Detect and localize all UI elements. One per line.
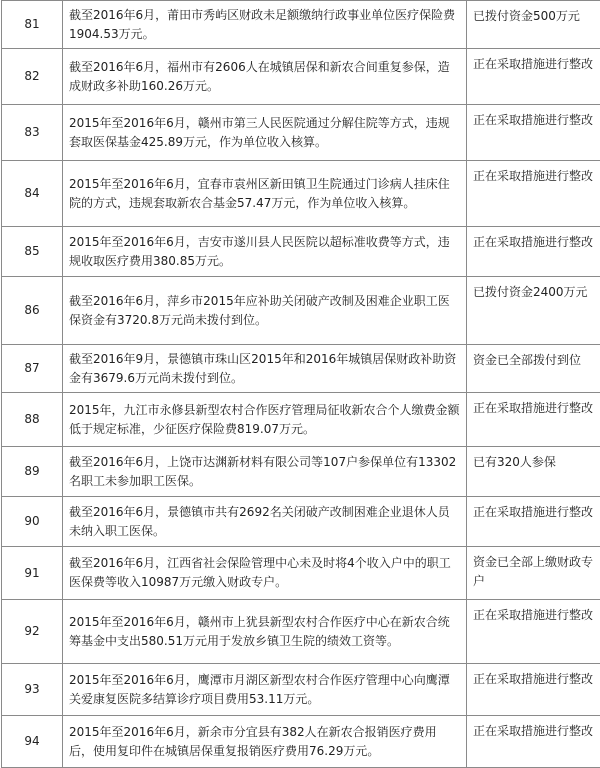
rectification-status: 正在采取措施进行整改 [467, 497, 600, 547]
problem-description: 截至2016年6月，萍乡市2015年应补助关闭破产改制及困难企业职工医保资金有3720.8万元尚未拨付到位。 [63, 277, 467, 345]
problem-description: 截至2016年6月，莆田市秀屿区财政未足额缴纳行政事业单位医疗保险费1904.53万元。 [63, 1, 467, 49]
problem-description: 2015年，九江市永修县新型农村合作医疗管理局征收新农合个人缴费金额低于规定标准，少征医疗保险费819.07万元。 [63, 393, 467, 447]
table-row [2, 716, 600, 768]
row-number: 88 [2, 393, 63, 447]
row-number: 94 [2, 716, 63, 768]
problem-description: 2015年至2016年6月，赣州市第三人民医院通过分解住院等方式，违规套取医保基金425.89万元，作为单位收入核算。 [63, 105, 467, 161]
table-row [2, 1, 600, 49]
table-row [2, 277, 600, 345]
rectification-status: 已有320人参保 [467, 447, 600, 497]
row-number: 83 [2, 105, 63, 161]
row-number: 89 [2, 447, 63, 497]
problem-description: 截至2016年6月，上饶市达渊新材料有限公司等107户参保单位有13302名职工未参加职工医保。 [63, 447, 467, 497]
table-row [2, 547, 600, 600]
rectification-status: 正在采取措施进行整改 [467, 664, 600, 716]
table-row [2, 227, 600, 277]
rectification-status: 正在采取措施进行整改 [467, 105, 600, 161]
rectification-status: 正在采取措施进行整改 [467, 716, 600, 768]
row-number: 81 [2, 1, 63, 49]
table-row [2, 49, 600, 105]
audit-findings-table [1, 0, 600, 768]
problem-description: 2015年至2016年6月，鹰潭市月湖区新型农村合作医疗管理中心向鹰潭关爱康复医院多结算诊疗项目费用53.11万元。 [63, 664, 467, 716]
problem-description: 截至2016年9月，景德镇市珠山区2015年和2016年城镇居保财政补助资金有3679.6万元尚未拨付到位。 [63, 345, 467, 393]
rectification-status: 正在采取措施进行整改 [467, 227, 600, 277]
problem-description: 2015年至2016年6月，赣州市上犹县新型农村合作医疗中心在新农合统筹基金中支出580.51万元用于发放乡镇卫生院的绩效工资等。 [63, 600, 467, 664]
row-number: 82 [2, 49, 63, 105]
table-row [2, 161, 600, 227]
problem-description: 2015年至2016年6月，宜春市袁州区新田镇卫生院通过门诊病人挂床住院的方式，违规套取新农合基金57.47万元，作为单位收入核算。 [63, 161, 467, 227]
row-number: 86 [2, 277, 63, 345]
table-row [2, 600, 600, 664]
rectification-status: 已拨付资金2400万元 [467, 277, 600, 345]
problem-description: 截至2016年6月，福州市有2606人在城镇居保和新农合间重复参保，造成财政多补助160.26万元。 [63, 49, 467, 105]
row-number: 87 [2, 345, 63, 393]
rectification-status: 资金已全部拨付到位 [467, 345, 600, 393]
row-number: 92 [2, 600, 63, 664]
table-row [2, 497, 600, 547]
row-number: 84 [2, 161, 63, 227]
rectification-status: 已拨付资金500万元 [467, 1, 600, 49]
problem-description: 2015年至2016年6月，新余市分宜县有382人在新农合报销医疗费用后，使用复印件在城镇居保重复报销医疗费用76.29万元。 [63, 716, 467, 768]
rectification-status: 正在采取措施进行整改 [467, 161, 600, 227]
row-number: 90 [2, 497, 63, 547]
row-number: 93 [2, 664, 63, 716]
rectification-status: 正在采取措施进行整改 [467, 600, 600, 664]
table-row [2, 345, 600, 393]
table-row [2, 393, 600, 447]
table-row [2, 105, 600, 161]
rectification-status: 资金已全部上缴财政专户 [467, 547, 600, 600]
problem-description: 截至2016年6月，景德镇市共有2692名关闭破产改制困难企业退休人员未纳入职工医保。 [63, 497, 467, 547]
row-number: 85 [2, 227, 63, 277]
row-number: 91 [2, 547, 63, 600]
rectification-status: 正在采取措施进行整改 [467, 393, 600, 447]
rectification-status: 正在采取措施进行整改 [467, 49, 600, 105]
problem-description: 2015年至2016年6月，吉安市遂川县人民医院以超标准收费等方式，违规收取医疗费用380.85万元。 [63, 227, 467, 277]
table-row [2, 447, 600, 497]
table-row [2, 664, 600, 716]
problem-description: 截至2016年6月，江西省社会保险管理中心未及时将4个收入户中的职工医保费等收入10987万元缴入财政专户。 [63, 547, 467, 600]
